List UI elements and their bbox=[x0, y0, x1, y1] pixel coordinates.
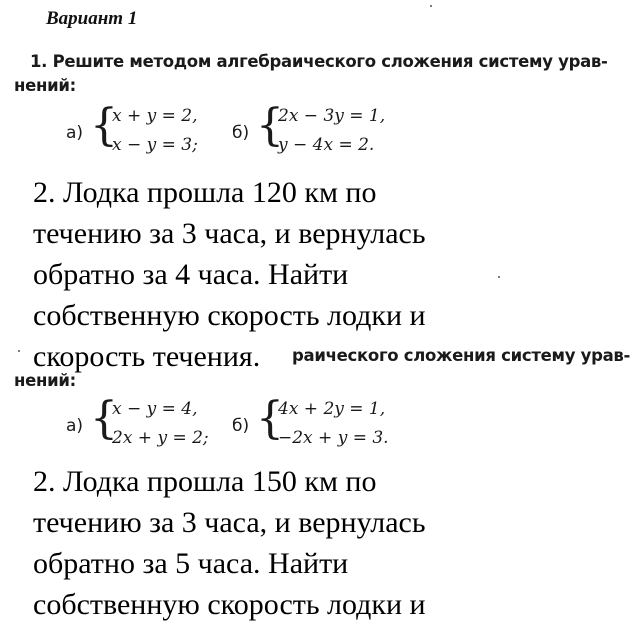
brace-icon: { bbox=[90, 100, 118, 151]
equation: x − y = 3; bbox=[112, 135, 198, 155]
scan-speck bbox=[430, 5, 432, 7]
task1-partial-line2: нений: bbox=[14, 371, 76, 390]
task2-first-line: 2. Лодка прошла 120 км по bbox=[33, 176, 377, 209]
task2-first-line: течению за 3 часа, и вернулась bbox=[33, 217, 426, 250]
equation: x − y = 4, bbox=[112, 399, 198, 419]
task2-second-line: обратно за 5 часа. Найти bbox=[33, 547, 349, 580]
equation: x + y = 2, bbox=[112, 106, 198, 126]
equation: 2x + y = 2; bbox=[112, 428, 209, 448]
brace-icon: { bbox=[256, 100, 284, 151]
scan-speck bbox=[498, 276, 500, 278]
equation: 2x − 3y = 1, bbox=[278, 106, 386, 126]
scan-speck bbox=[18, 350, 20, 352]
task2-second-line: 2. Лодка прошла 150 км по bbox=[33, 465, 377, 498]
task2-second-line: течению за 3 часа, и вернулась bbox=[33, 506, 426, 539]
variant-title: Вариант 1 bbox=[46, 8, 138, 29]
task1-text: Решите методом алгебраического сложения систему урав- bbox=[52, 52, 608, 71]
system-label-b: б) bbox=[232, 123, 250, 143]
equation: −2x + y = 3. bbox=[278, 428, 389, 448]
equation: 4x + 2y = 1, bbox=[278, 399, 386, 419]
task2-first-line: скорость течения. bbox=[33, 340, 261, 373]
system-label-a: а) bbox=[66, 416, 84, 436]
brace-icon: { bbox=[90, 393, 118, 444]
task2-second-line: собственную скорость лодки и bbox=[33, 588, 426, 621]
equation: y − 4x = 2. bbox=[278, 135, 375, 155]
task1-number: 1. bbox=[30, 52, 48, 71]
task1-partial-line1: раического сложения систему урав- bbox=[292, 346, 631, 365]
task1-text-line2: нений: bbox=[14, 76, 76, 95]
task2-first-line: обратно за 4 часа. Найти bbox=[33, 258, 349, 291]
brace-icon: { bbox=[256, 393, 284, 444]
system-label-b: б) bbox=[232, 416, 250, 436]
task2-first-line: собственную скорость лодки и bbox=[33, 299, 426, 332]
task1-text-line1 bbox=[30, 52, 608, 71]
system-label-a: а) bbox=[66, 123, 84, 143]
